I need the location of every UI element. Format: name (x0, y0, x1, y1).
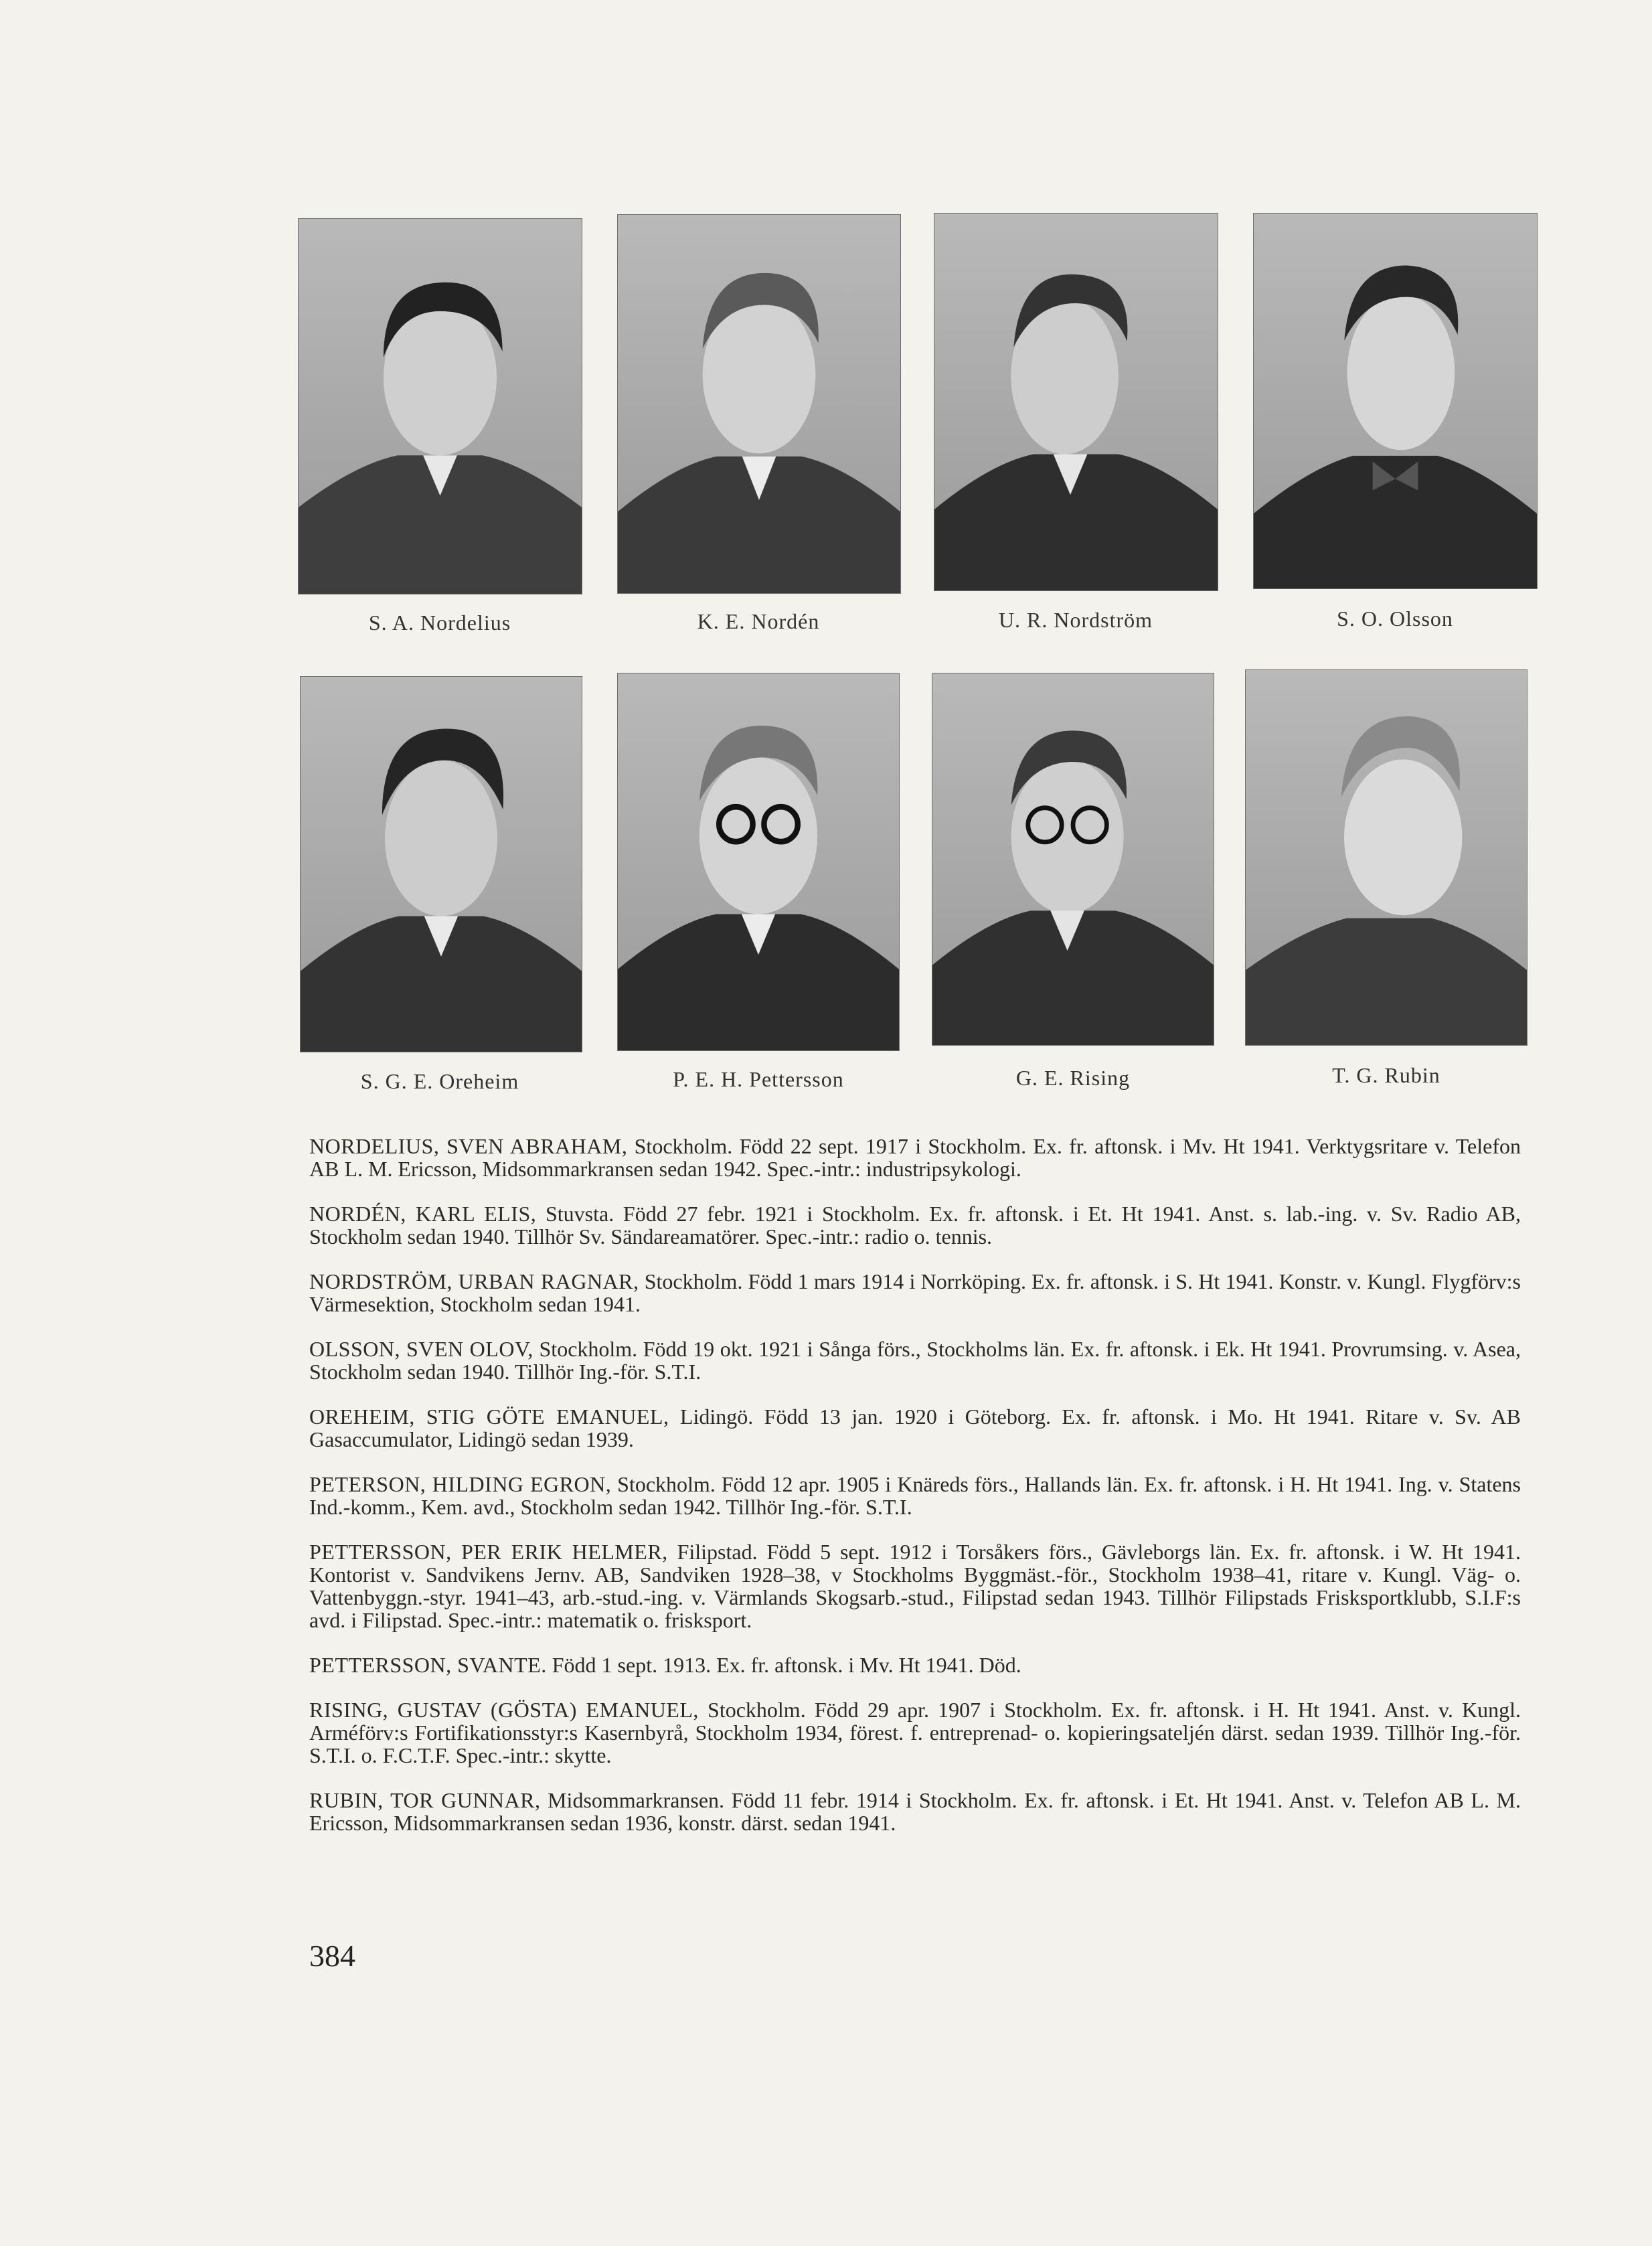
portrait-caption: S. G. E. Oreheim (360, 1069, 519, 1093)
portrait-caption: T. G. Rubin (1332, 1063, 1440, 1087)
portrait-photo-oreheim (300, 676, 582, 1052)
portrait-photo-nordelius (298, 218, 582, 594)
entry-text: Stockholm. Född 12 apr. 1905 i Knäreds förs., Hallands län. Ex. fr. aftonsk. i H. Ht 1941. Ing. v. Statens Ind.-komm., Kem. avd., Stockholm sedan 1942. Tillhör Ing.-för. S.T.I. (309, 1472, 1521, 1519)
biography-entry (309, 1473, 1521, 1518)
entry-name: PETTERSSON, PER ERIK HELMER, (309, 1540, 668, 1564)
portrait-caption: P. E. H. Pettersson (673, 1067, 844, 1091)
portrait-caption: K. E. Nordén (697, 609, 820, 633)
entry-text: Född 1 sept. 1913. Ex. fr. aftonsk. i Mv. Ht 1941. Död. (546, 1653, 1021, 1677)
portrait-silhouette (1246, 670, 1527, 1045)
entry-text: Stockholm. Född 19 okt. 1921 i Sånga förs., Stockholms län. Ex. fr. aftonsk. i Ek. Ht 1941. Provrumsing. v. Asea, Stockholm sedan 1940. Tillhör Ing.-för. S.T.I. (309, 1337, 1521, 1384)
portrait-silhouette (618, 673, 899, 1050)
entry-name: OLSSON, SVEN OLOV, (309, 1337, 533, 1361)
portrait-silhouette (301, 677, 582, 1052)
portrait-silhouette (934, 214, 1218, 590)
biography-entry (309, 1270, 1521, 1315)
entry-text: Stockholm. Född 1 mars 1914 i Norrköping. Ex. fr. aftonsk. i S. Ht 1941. Konstr. v. Kungl. Flygförv:s Värmesektion, Stockholm sedan 1941. (309, 1269, 1521, 1316)
portrait-caption: S. A. Nordelius (368, 611, 511, 635)
portrait-photo-pettersson (617, 673, 900, 1051)
entry-name: NORDÉN, KARL ELIS, (309, 1202, 537, 1226)
entry-text: Stuvsta. Född 27 febr. 1921 i Stockholm. Ex. fr. aftonsk. i Et. Ht 1941. Anst. s. lab.-ing. v. Sv. Radio AB, Stockholm sedan 1940. Tillhör Sv. Sändareamatörer. Spec.-intr.: radio o. tennis. (309, 1202, 1521, 1249)
entry-text: Lidingö. Född 13 jan. 1920 i Göteborg. Ex. fr. aftonsk. i Mo. Ht 1941. Ritare v. Sv. AB Gasaccumulator, Lidingö sedan 1939. (309, 1405, 1521, 1451)
biography-entry (309, 1654, 1521, 1676)
page-number: 384 (309, 1939, 355, 1973)
portrait-photo-rubin (1245, 669, 1527, 1046)
biography-entry (309, 1338, 1521, 1383)
entry-text: Stockholm. Född 29 apr. 1907 i Stockholm. Ex. fr. aftonsk. i H. Ht 1941. Anst. v. Kungl. Arméförv:s Fortifikationsstyr:s Kasernbyrå, Stockholm 1934, förest. f. entreprenad- o. kopieringsateljén därst. sedan 1939. Tillhör Ing.-för. S.T.I. o. F.C.T.F. Spec.-intr.: skytte. (309, 1698, 1521, 1767)
portrait-silhouette (1254, 214, 1537, 588)
portrait-caption: S. O. Olsson (1337, 607, 1453, 631)
entry-name: NORDELIUS, SVEN ABRAHAM, (309, 1134, 628, 1158)
portrait-silhouette (932, 673, 1214, 1045)
portrait-silhouette (618, 215, 900, 593)
portrait-photo-olsson (1253, 213, 1538, 589)
entry-name: RISING, GUSTAV (GÖSTA) EMANUEL, (309, 1698, 699, 1722)
entry-text: Midsommarkransen. Född 11 febr. 1914 i Stockholm. Ex. fr. aftonsk. i Et. Ht 1941. Anst. v. Telefon AB L. M. Ericsson, Midsommarkransen sedan 1936, konstr. därst. sedan 1941. (309, 1788, 1521, 1835)
biography-list (309, 1135, 1521, 1856)
portrait-caption: G. E. Rising (1015, 1066, 1131, 1090)
biography-entry (309, 1698, 1521, 1767)
portrait-silhouette (299, 219, 582, 594)
entry-name: RUBIN, TOR GUNNAR, (309, 1788, 541, 1812)
entry-text: Stockholm. Född 22 sept. 1917 i Stockholm. Ex. fr. aftonsk. i Mv. Ht 1941. Verktygsritare v. Telefon AB L. M. Ericsson, Midsommarkransen sedan 1942. Spec.-intr.: industripsykologi. (309, 1134, 1521, 1181)
biography-entry (309, 1405, 1521, 1451)
portrait-photo-norden (617, 214, 901, 594)
entry-name: NORDSTRÖM, URBAN RAGNAR, (309, 1269, 639, 1293)
biography-entry (309, 1540, 1521, 1631)
entry-name: OREHEIM, STIG GÖTE EMANUEL, (309, 1405, 669, 1429)
portrait-photo-rising (932, 673, 1214, 1046)
entry-name: PETERSON, HILDING EGRON, (309, 1472, 612, 1496)
portrait-photo-nordstrom (934, 213, 1218, 591)
biography-entry (309, 1202, 1521, 1248)
biography-entry (309, 1135, 1521, 1180)
biography-entry (309, 1789, 1521, 1834)
portrait-caption: U. R. Nordström (998, 608, 1153, 632)
entry-text: Filipstad. Född 5 sept. 1912 i Torsåkers förs., Gävleborgs län. Ex. fr. aftonsk. i W. Ht 1941. Kontorist v. Sandvikens Jernv. AB, Sandviken 1928–38, v Stockholms Byggmäst.-för., Stockholm 1938–41, ritare v. Kungl. Väg- o. Vattenbyggn.-styr. 1941–43, arb.-stud.-ing. v. Värmlands Skogsarb.-stud., Filipstad sedan 1943. Tillhör Filipstads Frisksportklubb, S.I.F:s avd. i Filipstad. Spec.-intr.: matematik o. frisksport. (309, 1540, 1521, 1632)
entry-name: PETTERSSON, SVANTE. (309, 1653, 547, 1677)
